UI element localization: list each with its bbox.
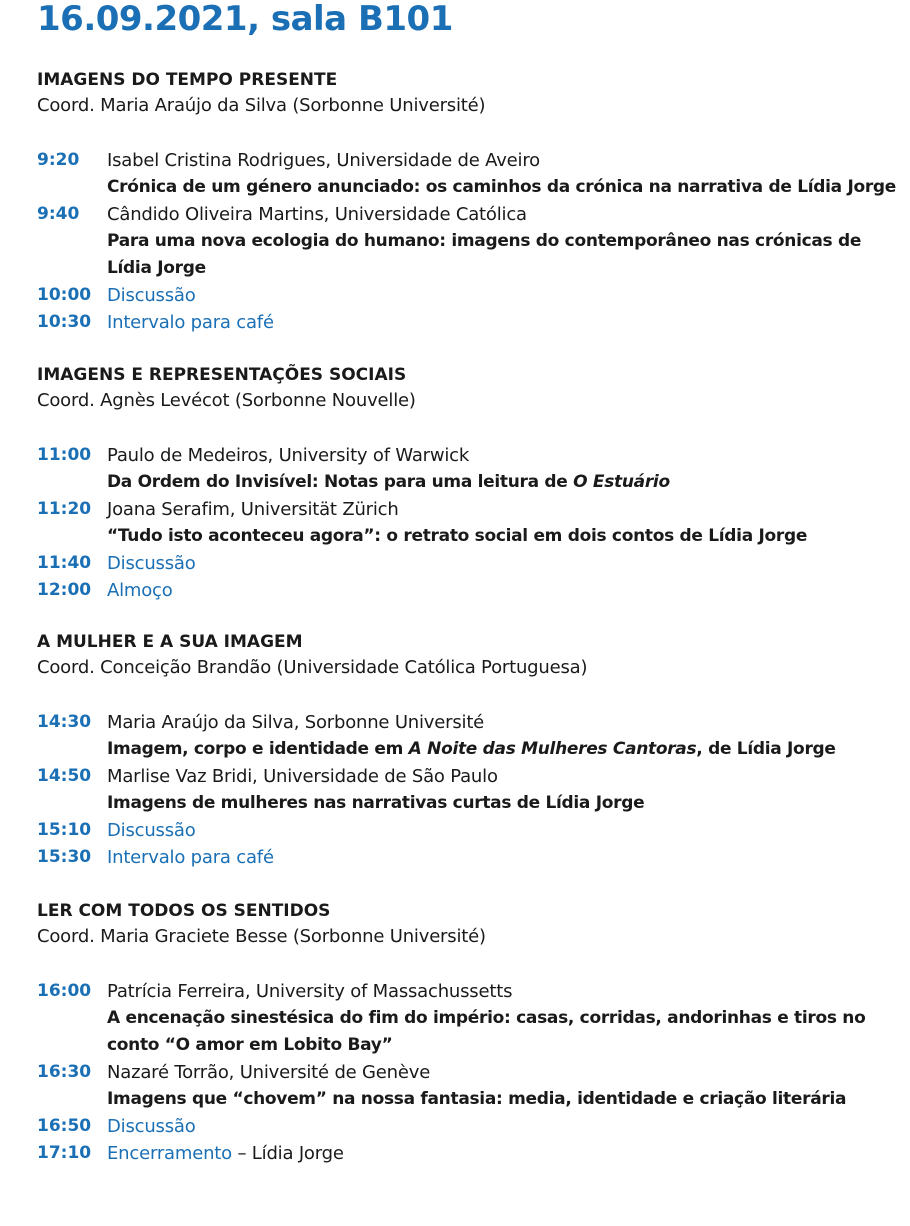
- program-section: [37, 67, 910, 336]
- schedule-entry: [37, 577, 910, 604]
- entry-time: 14:30: [37, 712, 92, 732]
- entry-time: 16:50: [37, 1116, 92, 1136]
- section-heading: A MULHER E A SUA IMAGEM: [37, 632, 303, 652]
- session-label: Discussão: [107, 285, 196, 306]
- entry-time: 15:10: [37, 820, 92, 840]
- talk-title: [107, 736, 902, 763]
- program-section: [37, 898, 910, 1167]
- schedule-entry: [37, 282, 910, 309]
- entry-time: 11:20: [37, 499, 92, 519]
- section-heading: LER COM TODOS OS SENTIDOS: [37, 901, 331, 921]
- entry-time: 9:40: [37, 204, 80, 224]
- session-label: Discussão: [107, 553, 196, 574]
- schedule-entry: [37, 201, 910, 282]
- book-title: A Noite das Mulheres Cantoras: [408, 739, 697, 759]
- talk-title: [107, 469, 902, 496]
- entry-time: 11:40: [37, 553, 92, 573]
- section-coordinator: Coord. Conceição Brandão (Universidade Católica Portuguesa): [37, 657, 588, 678]
- closing-label: Encerramento: [107, 1143, 232, 1164]
- section-coordinator: Coord. Agnès Levécot (Sorbonne Nouvelle): [37, 390, 416, 411]
- speaker: Nazaré Torrão, Université de Genève: [107, 1062, 431, 1083]
- entry-time: 10:00: [37, 285, 92, 305]
- section-heading: IMAGENS E REPRESENTAÇÕES SOCIAIS: [37, 365, 407, 385]
- entry-time: 11:00: [37, 445, 92, 465]
- schedule-entry: [37, 442, 910, 496]
- talk-title: Imagens que “chovem” na nossa fantasia: media, identidade e criação literária: [107, 1089, 847, 1109]
- schedule-list: [37, 978, 910, 1167]
- talk-title-text: Da Ordem do Invisível: Notas para uma leitura de: [107, 472, 574, 492]
- entry-time: 12:00: [37, 580, 92, 600]
- session-label: [107, 1140, 910, 1167]
- talk-title: Imagens de mulheres nas narrativas curtas de Lídia Jorge: [107, 793, 645, 813]
- session-label: Intervalo para café: [107, 847, 274, 868]
- speaker: Paulo de Medeiros, University of Warwick: [107, 445, 470, 466]
- schedule-entry: [37, 709, 910, 763]
- section-heading: IMAGENS DO TEMPO PRESENTE: [37, 70, 338, 90]
- speaker: Isabel Cristina Rodrigues, Universidade de Aveiro: [107, 150, 540, 171]
- entry-time: 9:20: [37, 150, 80, 170]
- schedule-entry: [37, 550, 910, 577]
- entry-time: 17:10: [37, 1143, 92, 1163]
- schedule-entry: [37, 763, 910, 817]
- schedule-entry: [37, 496, 910, 550]
- talk-title: Para uma nova ecologia do humano: imagens do contemporâneo nas crónicas de Lídia Jorge: [107, 231, 862, 278]
- session-label: Discussão: [107, 1116, 196, 1137]
- entry-time: 10:30: [37, 312, 92, 332]
- speaker: Patrícia Ferreira, University of Massachussetts: [107, 981, 513, 1002]
- talk-title: A encenação sinestésica do fim do império: casas, corridas, andorinhas e tiros no conto “O amor em Lobito Bay”: [107, 1008, 866, 1055]
- speaker: Maria Araújo da Silva, Sorbonne Université: [107, 712, 485, 733]
- schedule-entry: [37, 1140, 910, 1167]
- entry-time: 16:00: [37, 981, 92, 1001]
- schedule-list: [37, 442, 910, 604]
- schedule-entry: [37, 844, 910, 871]
- closing-speaker: – Lídia Jorge: [231, 1143, 344, 1164]
- schedule-entry: [37, 978, 910, 1059]
- schedule-entry: [37, 1059, 910, 1113]
- talk-title-suffix: , de Lídia Jorge: [696, 739, 836, 759]
- speaker: Joana Serafim, Universität Zürich: [107, 499, 399, 520]
- page-title: 16.09.2021, sala B101: [37, 0, 453, 39]
- session-label: Almoço: [107, 580, 173, 601]
- speaker: Cândido Oliveira Martins, Universidade Católica: [107, 204, 527, 225]
- schedule-list: [37, 147, 910, 336]
- talk-title-text: Imagem, corpo e identidade em: [107, 739, 409, 759]
- talk-title: Crónica de um género anunciado: os caminhos da crónica na narrativa de Lídia Jorge: [107, 177, 897, 197]
- speaker: Marlise Vaz Bridi, Universidade de São Paulo: [107, 766, 498, 787]
- entry-time: 16:30: [37, 1062, 92, 1082]
- schedule-entry: [37, 817, 910, 844]
- program-section: [37, 629, 910, 871]
- schedule-entry: [37, 309, 910, 336]
- schedule-entry: [37, 147, 910, 201]
- section-coordinator: Coord. Maria Graciete Besse (Sorbonne Université): [37, 926, 486, 947]
- session-label: Intervalo para café: [107, 312, 274, 333]
- schedule-entry: [37, 1113, 910, 1140]
- talk-title: “Tudo isto aconteceu agora”: o retrato social em dois contos de Lídia Jorge: [107, 526, 808, 546]
- book-title: O Estuário: [573, 472, 670, 492]
- entry-time: 14:50: [37, 766, 92, 786]
- section-coordinator: Coord. Maria Araújo da Silva (Sorbonne Université): [37, 95, 486, 116]
- program-section: [37, 362, 910, 604]
- session-label: Discussão: [107, 820, 196, 841]
- schedule-list: [37, 709, 910, 871]
- entry-time: 15:30: [37, 847, 92, 867]
